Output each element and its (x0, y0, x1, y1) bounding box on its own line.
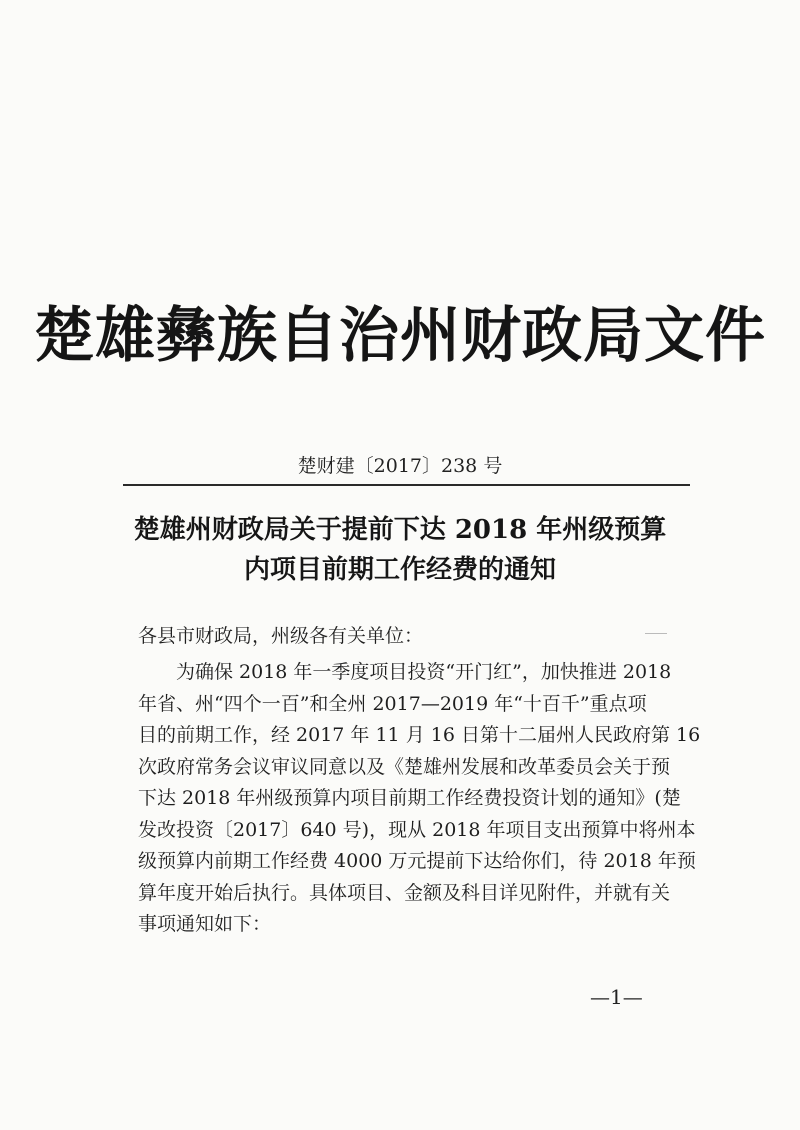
salutation: 各县市财政局，州级各有关单位： (138, 625, 424, 647)
body-line: 发改投资〔2017〕640 号)，现从 2018 年项目支出预算中将州本 (138, 818, 696, 841)
notice-title-line: 内项目前期工作经费的通知 (243, 555, 556, 585)
body-line: 年省、州“四个一百”和全州 2017—2019 年“十百千”重点项 (138, 692, 647, 715)
body-line: 级预算内前期工作经费 4000 万元提前下达给你们，待 2018 年预 (138, 850, 696, 872)
notice-title-line: 楚雄州财政局关于提前下达 2018 年州级预算 (133, 515, 667, 545)
body-line: 算年度开始后执行。具体项目、金额及科目详见附件，并就有关 (138, 881, 671, 904)
body-line: 次政府常务会议审议同意以及《楚雄州发展和改革委员会关于预 (138, 755, 671, 778)
header-divider (123, 484, 690, 486)
body-line: 下达 2018 年州级预算内项目前期工作经费投资计划的通知》(楚 (138, 787, 681, 809)
body-paragraph (138, 657, 701, 941)
body-line: 目的前期工作，经 2017 年 11 月 16 日第十二届州人民政府第 16 (138, 724, 701, 746)
issuer-header-title: 楚雄彝族自治州财政局文件 (34, 301, 766, 371)
scan-mark (645, 633, 667, 634)
body-line: 事项通知如下： (138, 913, 272, 935)
document-number: 楚财建〔2017〕238 号 (297, 455, 503, 477)
body-line: 为确保 2018 年一季度项目投资“开门红”，加快推进 2018 (176, 661, 672, 683)
page-number: —1— (590, 985, 643, 1009)
notice-title (0, 510, 800, 590)
